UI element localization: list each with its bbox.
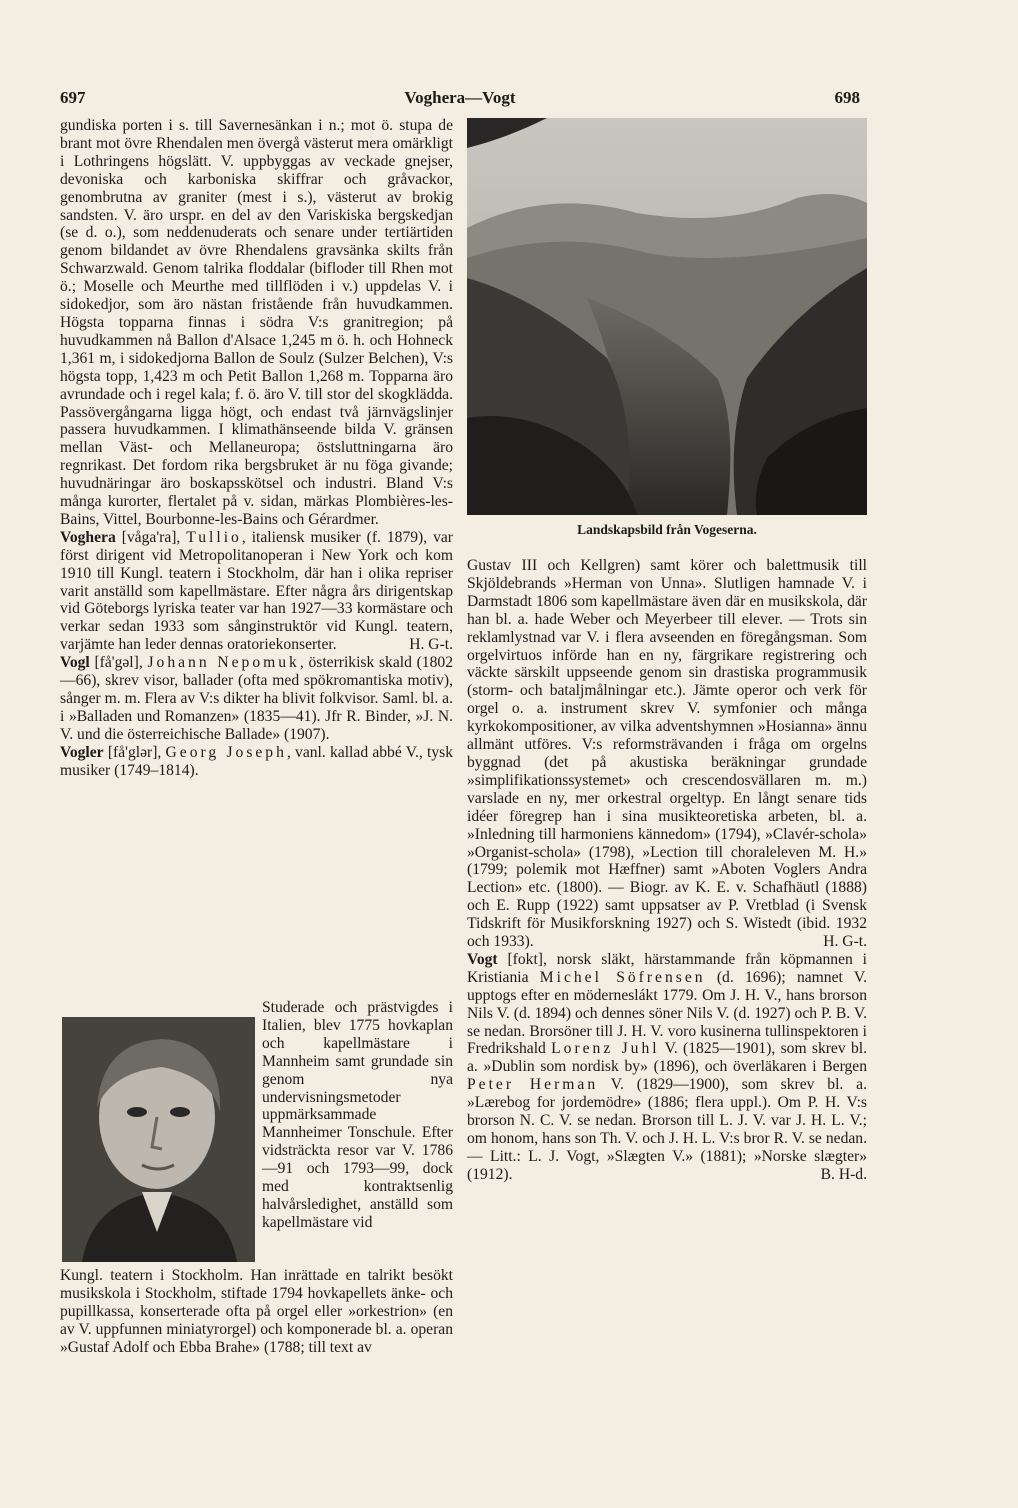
vogler-continued — [467, 557, 867, 951]
signature-voghera: H. G-t. — [409, 636, 453, 654]
signature-vogt: B. H-d. — [820, 1165, 867, 1183]
pron-vogler: [få'glər], — [103, 743, 166, 761]
vogler-portrait — [62, 1017, 255, 1262]
vogler-bottom-text: Kungl. teatern i Stockholm. Han inrättade en talrikt besökt musikskola i Stockholm, stiftade 1794 hovkapellets änke- och pupillkassa, konserterade ofta på orgel eller »orkestrion» (en av V. uppfunnen miniatyrorgel) och komponerade bl. a. operan »Gustaf Adolf och Ebba Brahe» (1788; till text av — [60, 1267, 453, 1356]
landscape-image — [467, 118, 867, 515]
name-voghera: Tullio — [186, 528, 242, 546]
entry-vogl — [60, 654, 453, 744]
headword-vogler: Vogler — [60, 743, 104, 761]
headword-vogt: Vogt — [467, 950, 498, 968]
vogler-wrap-text: Studerade och prästvigdes i Italien, blev 1775 hovkaplan och kapellmästare i Mannheim samt grundade sin genom nya undervisningsmetoder uppmärksammade Mannheimer Tonschule. Efter vidsträckta resor var V. 1786—91 och 1793—99, dock med kontraktsenlig halvårsledighet, anställd som kapellmästare vid — [262, 999, 453, 1231]
right-column — [467, 557, 867, 1184]
pron-vogl: [få'gəl], — [89, 654, 148, 672]
signature-vogler: H. G-t. — [823, 933, 867, 951]
portrait-image — [62, 1017, 255, 1262]
entry-vogt — [467, 951, 867, 1184]
pron-vogt: [fokt], — [497, 950, 557, 968]
name-vogt-2: Lorenz Juhl — [551, 1040, 660, 1058]
name-vogt-3: Peter Herman — [467, 1076, 599, 1094]
text-voghera: , italiensk musiker (f. 1879), var först dirigent vid Metropolitanoperan i New York och kom 1910 till Kungl. teatern i Stockholm, där han i olika repriser varit anställd som kapellmästare. Efter några års dirigentskap vid Göteborgs lyriska teater var han 1927—33 kormästare och verkar sedan 1933 som sånginstruktör vid Kungl. teatern, varjämte han leder dennas oratoriekonserter. — [60, 528, 453, 654]
headword-vogl: Vogl — [60, 654, 90, 672]
name-vogl: Johann Nepomuk — [147, 654, 300, 672]
left-column — [60, 117, 453, 780]
text-vogt-1: norsk släkt, härstammande från köpmannen i Kristiania — [467, 950, 867, 986]
running-header — [60, 88, 860, 112]
page-number-right: 698 — [834, 88, 860, 107]
landscape-photo — [467, 118, 867, 515]
page-number-left: 697 — [60, 88, 86, 107]
name-vogler: Georg Joseph — [165, 743, 287, 761]
vogler-cont-text: Gustav III och Kellgren) samt körer och balettmusik till Skjöldebrands »Herman von Unna». Slutligen hamnade V. i Darmstadt 1806 som kapellmästare även där en musikskola, där han bl. a. hade Weber och Meyerbeer till elever. — Trots sin reklamlystnad var V. i flera avseenden en föregångsman. Som orgelvirtuos införde han en ny, färgrikare registrering och väckte särskilt uppseende genom sin drastiska programmusik (storm- och bataljmålningar etc.). Jämte operor och verk för orgel o. a. instrument skrev V. symfonier och många kyrkokompositioner, av vilka adventshymnen »Hosianna» ännu allmänt utföres. V:s reformsträvanden i fråga om orgelns byggnad (det på akustiska beräkningar grundade »simplifikationssystemet» och crescendosvällaren m. m.) varslade en ny, mer orkestral orgeltyp. En långt senare tids idéer föregrep han i sina musikteoretiska arbeten, bl. a. »Inledning till harmoniens kännedom» (1794), »Clavér-schola» »Organist-schola» (1798), »Lection till choraleleven M. H.» (1799; polemik mot Hæffner) samt »Aboten Voglers Andra Lection» etc. (1800). — Biogr. av K. E. v. Schafhäutl (1888) och E. Rupp (1922) samt uppsatser av P. Vretblad (i Svensk Tidskrift för Musikforskning 1927) och S. Wistedt (ibid. 1932 och 1933). — [467, 557, 867, 951]
text-vogl: , österrikisk skald (1802—66), skrev visor, ballader (ofta med spökromantiska motiv), sånger m. m. Flera av V:s dikter ha blivit folkvisor. Saml. bl. a. i »Balladen und Romanzen» (1835—41). Jfr R. Binder, »J. N. V. und die österreichische Ballade» (1907). — [60, 654, 453, 743]
pron-voghera: [våga'ra], — [115, 528, 187, 546]
landscape-caption: Landskapsbild från Vogeserna. — [577, 522, 757, 537]
text-vogt-2: (d. 1696); namnet V. upptogs efter en möderneslákt 1779. Om J. H. V., hans brorson Nils V. (d. 1894) och dennes söner Nils V. (d. 1927) och P. B. V. se nedan. Brorsöner till J. H. V. voro kusinerna tullinspektoren i Fredrikshald — [467, 968, 867, 1058]
page-title: Voghera—Vogt — [404, 88, 516, 107]
text-vogler-1: , vanl. kallad abbé V., tysk musiker (1749–1814). — [60, 743, 454, 779]
text-vogt-3: V. (1825—1901), som skrev bl. a. »Dublin som nordisk by» (1896), och överläkaren i Bergen — [467, 1040, 867, 1076]
text-vogt-4: V. (1829—1900), som skrev bl. a. »Lærebog for jordemödre» (1886; flera uppl.). Om P. H. V:s brorson N. C. V. se nedan. Brorson till L. J. V. var J. H. L. V.; om honom, hans son Th. V. och J. H. L. V:s bror R. V. se nedan. — Litt.: L. J. Vogt, »Slægten V.» (1881); »Norske slægter» (1912). — [467, 1076, 867, 1183]
vogeserna-text: gundiska porten i s. till Savernesänkan i n.; mot ö. stupa de brant mot övre Rhendalen men övergå västerut mera omärkligt i Lothringens högslätt. V. uppbyggas av veckade gnejser, devoniska och karboniska skiffrar och gråvackor, genombrutna av graniter (mest i s.), västerut av brokig sandsten. V. äro urspr. en del av den Variskiska bergskedjan (se d. o.), som neddenuderats och senare under tertiärtiden genom bildandet av övre Rhendalens gravsänka skilts från Schwarzwald. Genom talrika floddalar (bifloder till Rhen mot ö.; Moselle och Meurthe med tillflöden i v.) uppdelas V. i sidokedjor, som äro nästan fristående från huvudkammen. Högsta topparna finnas i södra V:s granitregion; på huvudkammen nå Ballon d'Alsace 1,245 m ö. h. och Hohneck 1,361 m, i sidokedjorna Ballon de Soulz (Sulzer Belchen), V:s högsta topp, 1,423 m och Petit Ballon 1,268 m. Topparna äro avrundade och i regel kala; f. ö. äro V. till stor del skogklädda. Passövergångarna ligga högt, och endast två järnvägslinjer passera huvudkammen. I klimathänseende bilda V. gränsen mellan Väst- och Mellaneuropa; östsluttningarna äro regnrikast. Det fordom rika bergsbruket är nu föga givande; huvudnäringar äro boskapsskötsel och industri. Bland V:s många kurorter, flertalet på v. sidan, märkas Plombières-les-Bains, Vittel, Bourbonne-les-Bains och Gérardmer. — [60, 117, 453, 528]
entry-voghera — [60, 529, 453, 654]
entry-vogler — [60, 744, 453, 780]
headword-voghera: Voghera — [60, 528, 116, 546]
name-vogt-1: Michel Söfrensen — [539, 968, 706, 986]
